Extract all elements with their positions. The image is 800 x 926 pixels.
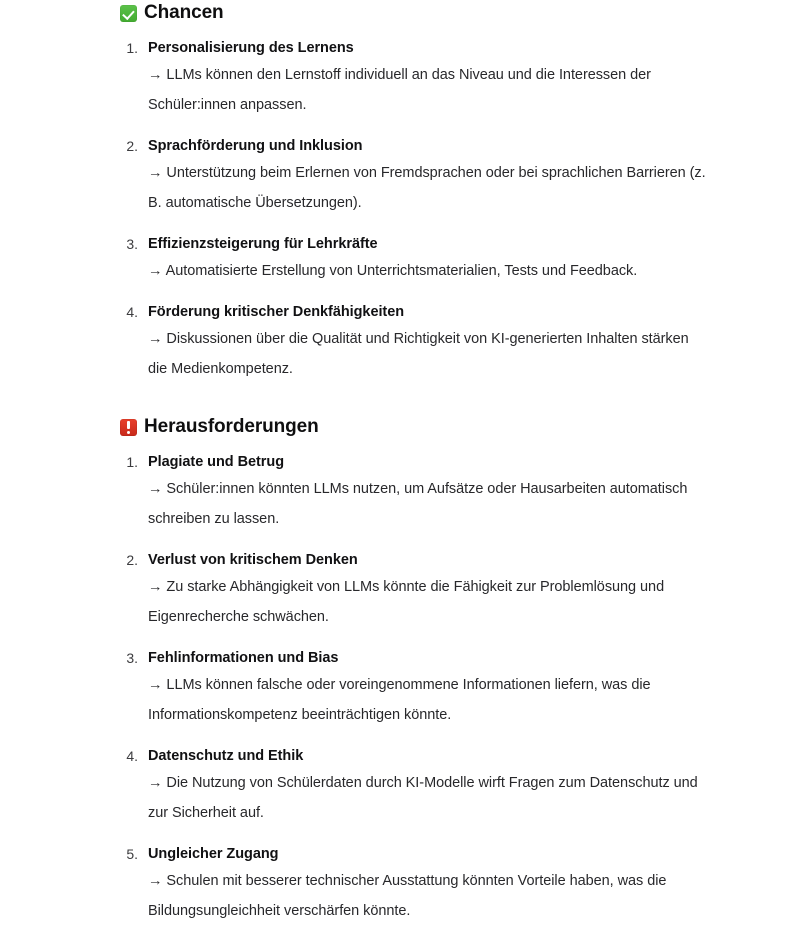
list-item-number: 1. [126, 454, 138, 470]
list-item-number: 2. [126, 552, 138, 568]
list-item-title: Datenschutz und Ethik [148, 748, 304, 764]
red-alert-warning-emoji [120, 419, 137, 436]
list-item [118, 232, 730, 286]
list-item-description: → Die Nutzung von Schülerdaten durch KI-Modelle wirft Fragen zum Datenschutz und zur Sicherheit auf. [148, 775, 698, 821]
list-item [118, 36, 730, 120]
list-item-title: Effizienzsteigerung für Lehrkräfte [148, 236, 378, 252]
section-heading-label: Chancen [144, 2, 224, 23]
list-item [118, 300, 730, 384]
list-item-title: Förderung kritischer Denkfähigkeiten [148, 304, 405, 320]
list-item-description: → Zu starke Abhängigkeit von LLMs könnte die Fähigkeit zur Problemlösung und Eigenrecherche schwächen. [148, 579, 665, 625]
list-item-number: 4. [126, 748, 138, 764]
list-item-title: Fehlinformationen und Bias [148, 650, 339, 666]
list-item-title: Sprachförderung und Inklusion [148, 138, 363, 154]
list-item [118, 744, 730, 828]
list-item-description: → Schulen mit besserer technischer Ausstattung könnten Vorteile haben, was die Bildungsungleichheit verschärfen könnte. [148, 873, 667, 919]
list-item-description: → LLMs können den Lernstoff individuell an das Niveau und die Interessen der Schüler:innen anpassen. [148, 67, 651, 113]
list-item-number: 4. [126, 304, 138, 320]
list-item-description: → Diskussionen über die Qualität und Richtigkeit von KI-generierten Inhalten stärken die Medienkompetenz. [148, 331, 689, 377]
numbered-list [118, 450, 730, 926]
list-item-description: → Schüler:innen könnten LLMs nutzen, um Aufsätze oder Hausarbeiten automatisch schreiben zu lassen. [148, 481, 688, 527]
list-item [118, 548, 730, 632]
white-heavy-check-mark-emoji [120, 5, 137, 22]
list-item-description: → LLMs können falsche oder voreingenommene Informationen liefern, was die Informationskompetenz beeinträchtigen könnte. [148, 677, 651, 723]
list-item-title: Verlust von kritischem Denken [148, 552, 358, 568]
section-heading-label: Herausforderungen [144, 416, 319, 437]
list-item-number: 1. [126, 40, 138, 56]
list-item [118, 134, 730, 218]
list-item-number: 2. [126, 138, 138, 154]
list-item [118, 842, 730, 926]
content-section [118, 414, 730, 926]
numbered-list [118, 36, 730, 384]
list-item-description: → Automatisierte Erstellung von Unterrichtsmaterialien, Tests und Feedback. [148, 263, 638, 279]
list-item-number: 3. [126, 650, 138, 666]
list-item-number: 5. [126, 846, 138, 862]
sections-container [118, 0, 730, 926]
list-item-title: Plagiate und Betrug [148, 454, 285, 470]
section-heading [120, 0, 730, 26]
list-item-number: 3. [126, 236, 138, 252]
list-item-title: Personalisierung des Lernens [148, 40, 354, 56]
content-section [118, 0, 730, 384]
section-heading [120, 414, 730, 440]
list-item-description: → Unterstützung beim Erlernen von Fremdsprachen oder bei sprachlichen Barrieren (z. B. automatische Übersetzungen). [148, 165, 706, 211]
list-item [118, 450, 730, 534]
list-item-title: Ungleicher Zugang [148, 846, 279, 862]
list-item [118, 646, 730, 730]
